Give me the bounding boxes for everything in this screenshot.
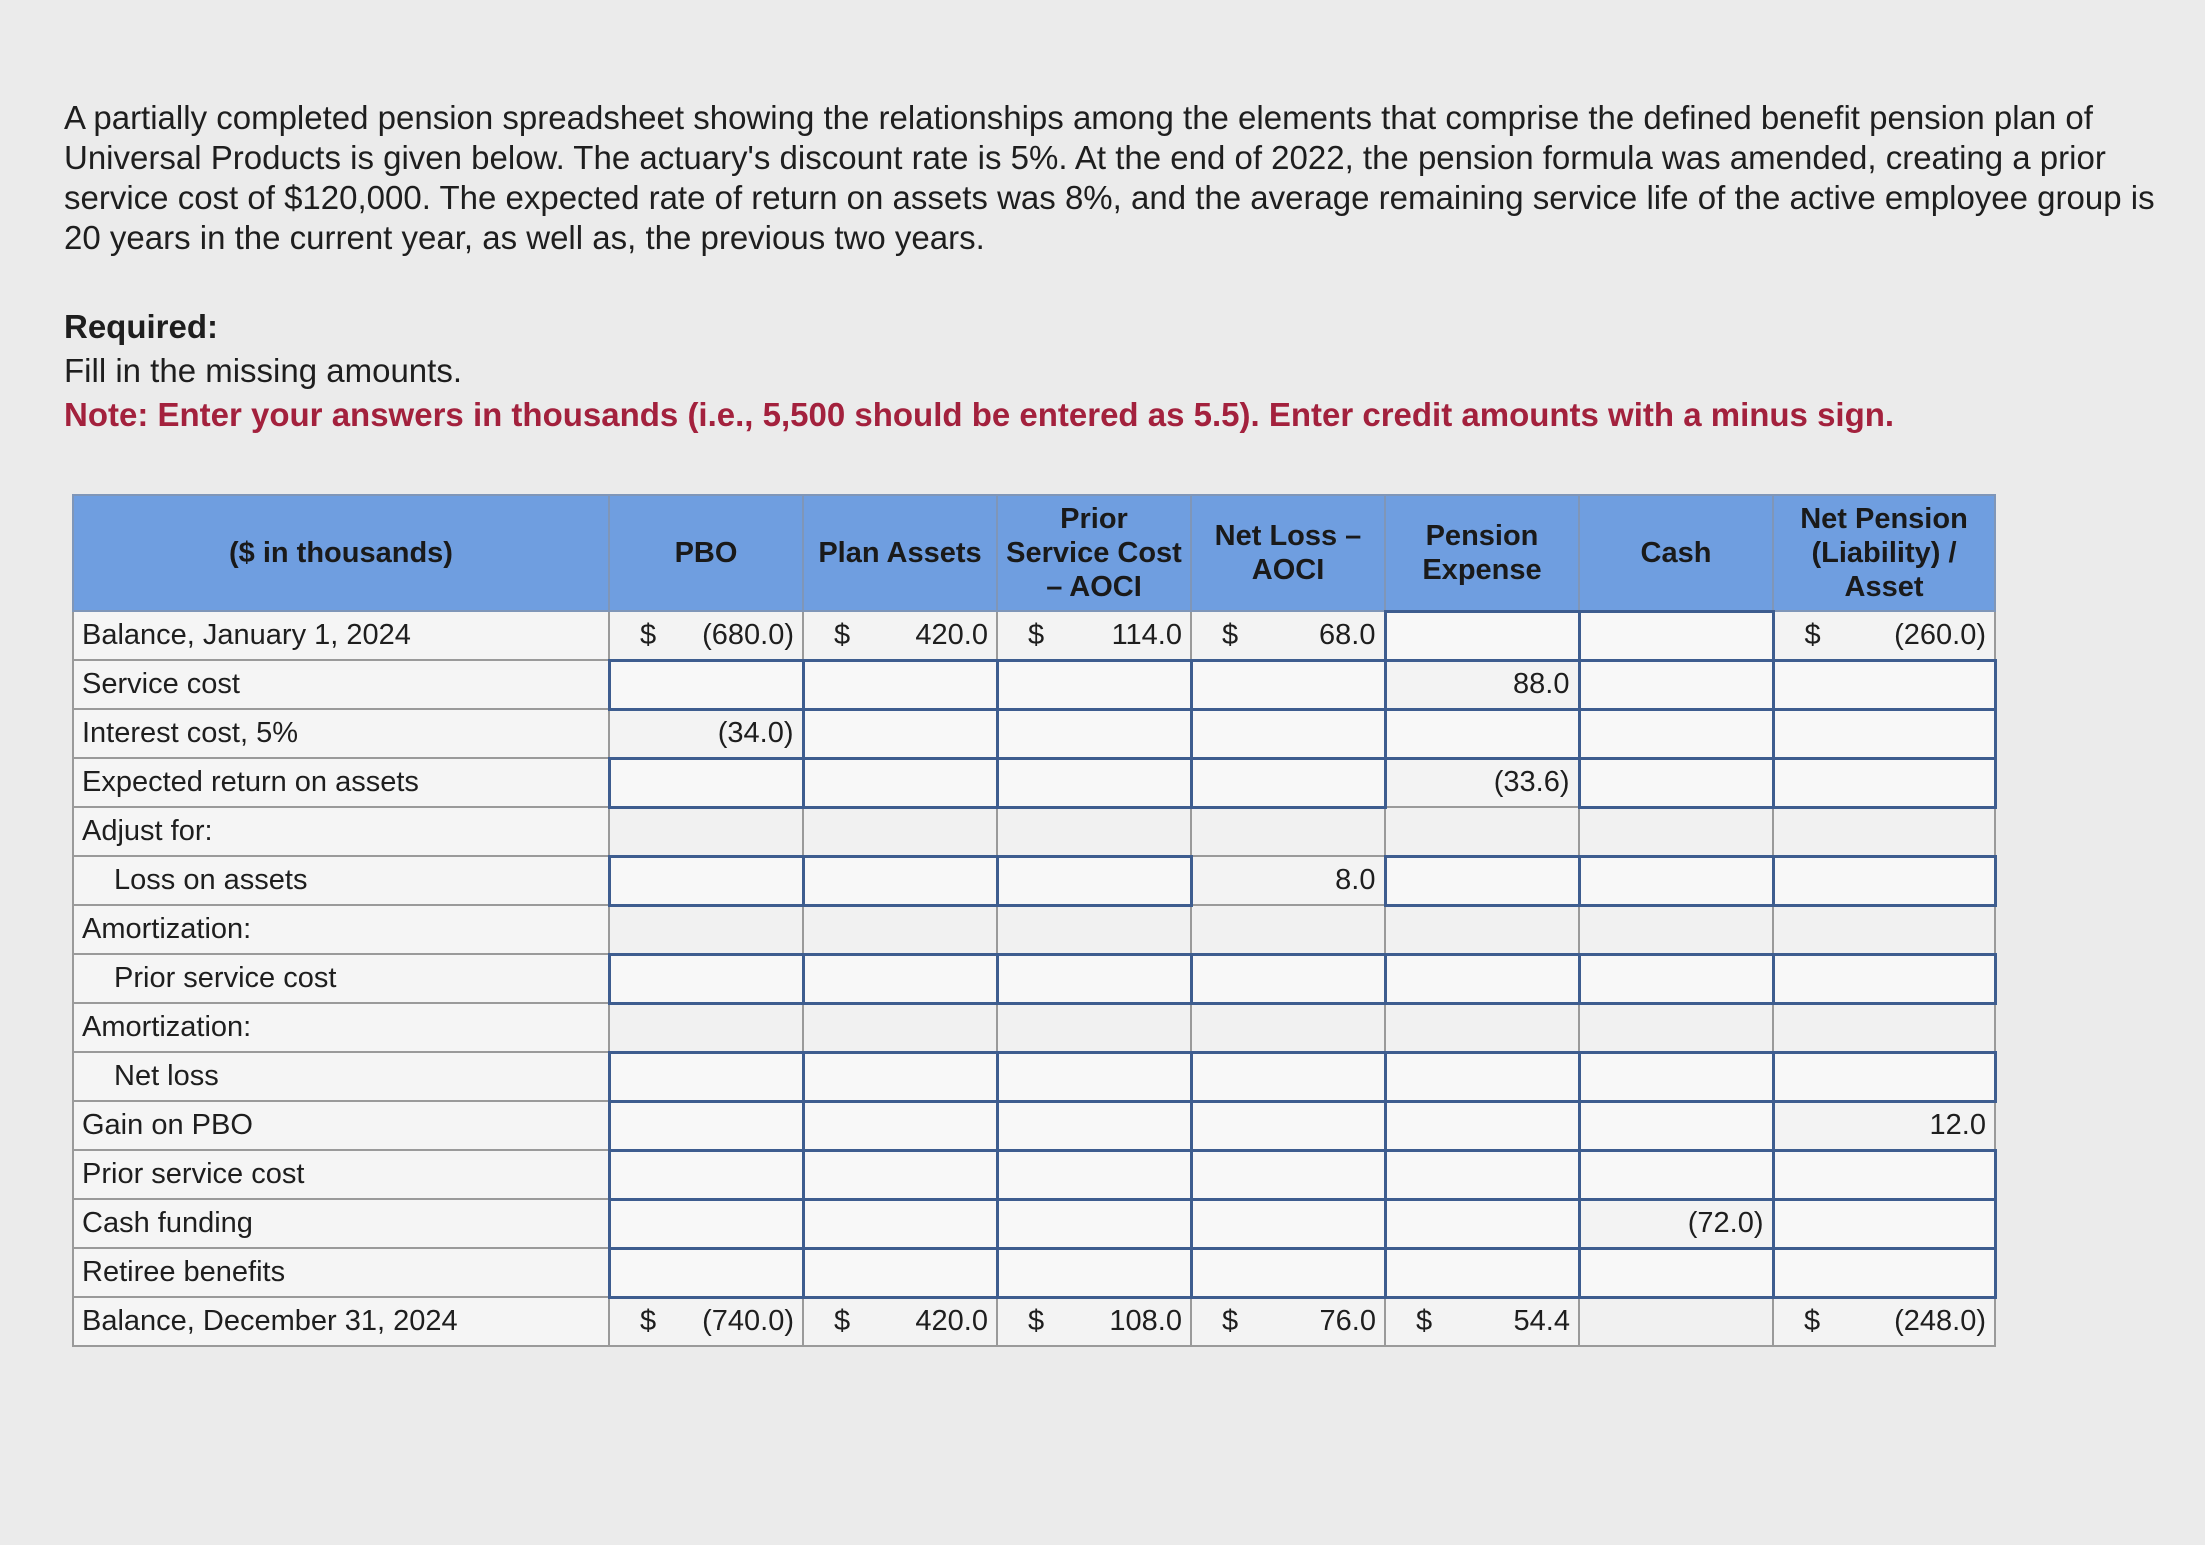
plan-assets-value-cell [803,611,997,660]
plan-assets-value-cell [803,1297,997,1346]
problem-intro: A partially completed pension spreadsheet showing the relationships among the elements that comprise the defined benefit pension plan of Universal Products is given below. The actuary's discount rate is 5%. At the end of 2022, the pension formula was amended, creating a prior service cost of $120,000. The expected rate of return on assets was 8%, and the average remaining service life of the active employee group is 20 years in the current year, as well as, the previous two years. [64,99,2155,256]
currency-symbol: $ [1416,1305,1433,1338]
cell-content [1783,619,1987,652]
net-pension-value-cell [1773,1297,1995,1346]
prior-service-cost-input-cell[interactable] [997,954,1191,1003]
net-loss-input-cell[interactable] [1191,1101,1385,1150]
currency-symbol: $ [1804,1305,1821,1338]
cell-content [1783,1109,1987,1142]
pbo-input-cell[interactable] [609,660,803,709]
plan-assets-input-cell[interactable] [803,1101,997,1150]
pbo-input-cell[interactable] [609,1052,803,1101]
entry-note: Note: Enter your answers in thousands (i.e., 5,500 should be entered as 5.5). Enter credit amounts with a minus sign. [64,396,1895,433]
pbo-empty-cell [609,905,803,954]
pbo-input-cell[interactable] [609,1248,803,1297]
net-pension-input-cell[interactable] [1773,660,1995,709]
table-row [73,1248,1995,1297]
cell-value: 114.0 [1111,618,1182,651]
table-row [73,1199,1995,1248]
plan-assets-input-cell[interactable] [803,954,997,1003]
prior-service-cost-input-cell[interactable] [997,758,1191,807]
net-pension-input-cell[interactable] [1773,954,1995,1003]
net-pension-empty-cell [1773,807,1995,856]
pension-expense-input-cell[interactable] [1385,1150,1579,1199]
cell-content [618,717,794,750]
table-row [73,954,1995,1003]
net-pension-input-cell[interactable] [1773,856,1995,905]
cell-value: (33.6) [1493,766,1570,799]
pension-expense-input-cell[interactable] [1385,611,1579,660]
net-pension-input-cell[interactable] [1773,1052,1995,1101]
header-plan-assets: Plan Assets [803,495,997,611]
header-cash: Cash [1579,495,1773,611]
cell-value: (72.0) [1687,1207,1764,1239]
pbo-input-cell[interactable] [609,1150,803,1199]
pbo-input-cell[interactable] [609,954,803,1003]
prior-service-cost-input-cell[interactable] [997,1248,1191,1297]
cash-input-cell[interactable] [1579,1052,1773,1101]
net-loss-input-cell[interactable] [1191,1248,1385,1297]
cell-content [812,619,988,652]
cell-content [1006,619,1182,652]
prior-service-cost-input-cell[interactable] [997,1150,1191,1199]
cell-content [1201,864,1376,897]
currency-symbol: $ [834,1305,851,1338]
net-pension-input-cell[interactable] [1773,709,1995,758]
net-loss-value-cell [1191,1297,1385,1346]
pension-expense-value-cell [1385,758,1579,807]
cash-empty-cell [1579,807,1773,856]
table-row [73,856,1995,905]
currency-symbol: $ [834,618,851,651]
net-loss-input-cell[interactable] [1191,1150,1385,1199]
currency-symbol: $ [1804,618,1821,651]
cell-value: (260.0) [1894,618,1986,651]
cell-content [618,1305,794,1338]
header-row [73,495,1995,611]
cash-empty-cell [1579,1297,1773,1346]
pension-expense-value-cell [1385,660,1579,709]
cell-value: (680.0) [702,618,794,651]
net-loss-empty-cell [1191,905,1385,954]
cell-content [1395,766,1570,799]
net-pension-input-cell[interactable] [1773,1248,1995,1297]
header-pbo: PBO [609,495,803,611]
prior-service-cost-input-cell[interactable] [997,709,1191,758]
cash-input-cell[interactable] [1579,856,1773,905]
cash-input-cell[interactable] [1579,611,1773,660]
cash-input-cell[interactable] [1579,1248,1773,1297]
pension-expense-value-cell [1385,1297,1579,1346]
header-prior-service-cost: Prior Service Cost – AOCI [997,495,1191,611]
prior-service-cost-input-cell[interactable] [997,1199,1191,1248]
table-row [73,758,1995,807]
table-row [73,807,1995,856]
cell-value: (34.0) [717,717,794,749]
row-label: Amortization: [73,905,609,954]
cell-content [1006,1305,1182,1338]
net-pension-empty-cell [1773,1003,1995,1052]
pension-spreadsheet [72,494,1997,1347]
net-pension-input-cell[interactable] [1773,1199,1995,1248]
cell-value: 12.0 [1929,1109,1986,1141]
row-label: Adjust for: [73,807,609,856]
plan-assets-input-cell[interactable] [803,1199,997,1248]
table-row [73,1150,1995,1199]
net-pension-input-cell[interactable] [1773,758,1995,807]
pension-expense-input-cell[interactable] [1385,1199,1579,1248]
net-pension-empty-cell [1773,905,1995,954]
net-pension-value-cell [1773,611,1995,660]
cell-content [812,1305,988,1338]
row-label: Balance, December 31, 2024 [73,1297,609,1346]
row-label: Expected return on assets [73,758,609,807]
net-loss-input-cell[interactable] [1191,660,1385,709]
cell-content [1200,1305,1376,1338]
table-row [73,1003,1995,1052]
pbo-value-cell [609,709,803,758]
plan-assets-input-cell[interactable] [803,1248,997,1297]
net-loss-input-cell[interactable] [1191,709,1385,758]
row-label: Interest cost, 5% [73,709,609,758]
table-row [73,905,1995,954]
plan-assets-empty-cell [803,905,997,954]
pension-expense-empty-cell [1385,807,1579,856]
row-label: Service cost [73,660,609,709]
currency-symbol: $ [1222,618,1239,651]
prior-service-cost-value-cell [997,611,1191,660]
plan-assets-empty-cell [803,1003,997,1052]
pbo-value-cell [609,611,803,660]
cell-value: 8.0 [1335,864,1376,896]
cell-value: 76.0 [1319,1305,1376,1338]
net-loss-value-cell [1191,611,1385,660]
cash-empty-cell [1579,1003,1773,1052]
cash-input-cell[interactable] [1579,1150,1773,1199]
cash-input-cell[interactable] [1579,709,1773,758]
row-label: Loss on assets [73,856,609,905]
cell-value: 108.0 [1109,1305,1182,1338]
pbo-input-cell[interactable] [609,1101,803,1150]
plan-assets-input-cell[interactable] [803,758,997,807]
row-label: Gain on PBO [73,1101,609,1150]
currency-symbol: $ [640,618,657,651]
currency-symbol: $ [1028,618,1045,651]
plan-assets-input-cell[interactable] [803,709,997,758]
cell-value: 68.0 [1319,618,1376,651]
header-pension-expense: Pension Expense [1385,495,1579,611]
table-row [73,1052,1995,1101]
prior-service-cost-input-cell[interactable] [997,1052,1191,1101]
cell-value: 420.0 [915,618,988,651]
net-pension-value-cell [1773,1101,1995,1150]
cash-input-cell[interactable] [1579,660,1773,709]
cell-content [1589,1207,1764,1240]
header-label: ($ in thousands) [73,495,609,611]
header-net-pension: Net Pension (Liability) / Asset [1773,495,1995,611]
cell-value: (740.0) [702,1305,794,1338]
net-loss-input-cell[interactable] [1191,1199,1385,1248]
table-row [73,1297,1995,1346]
plan-assets-empty-cell [803,807,997,856]
cash-empty-cell [1579,905,1773,954]
cell-content [1200,619,1376,652]
net-loss-value-cell [1191,856,1385,905]
currency-symbol: $ [1028,1305,1045,1338]
cash-value-cell [1579,1199,1773,1248]
prior-service-cost-empty-cell [997,807,1191,856]
pension-expense-input-cell[interactable] [1385,856,1579,905]
table-row [73,1101,1995,1150]
row-label: Retiree benefits [73,1248,609,1297]
pension-expense-input-cell[interactable] [1385,709,1579,758]
spreadsheet-body [73,611,1995,1346]
pbo-empty-cell [609,807,803,856]
plan-assets-input-cell[interactable] [803,660,997,709]
prior-service-cost-value-cell [997,1297,1191,1346]
pension-expense-input-cell[interactable] [1385,1052,1579,1101]
row-label: Net loss [73,1052,609,1101]
net-loss-input-cell[interactable] [1191,758,1385,807]
cell-content [1394,1305,1570,1338]
required-instruction: Fill in the missing amounts. [64,352,462,389]
net-loss-input-cell[interactable] [1191,1052,1385,1101]
prior-service-cost-empty-cell [997,905,1191,954]
pension-expense-empty-cell [1385,1003,1579,1052]
cell-value: 88.0 [1513,668,1570,700]
pension-expense-empty-cell [1385,905,1579,954]
plan-assets-input-cell[interactable] [803,1052,997,1101]
pbo-input-cell[interactable] [609,856,803,905]
row-label: Prior service cost [73,1150,609,1199]
cash-input-cell[interactable] [1579,954,1773,1003]
cell-value: 420.0 [915,1305,988,1338]
cell-content [1782,1305,1986,1338]
cash-input-cell[interactable] [1579,758,1773,807]
cell-value: (248.0) [1894,1305,1986,1338]
pension-expense-input-cell[interactable] [1385,1101,1579,1150]
prior-service-cost-input-cell[interactable] [997,660,1191,709]
prior-service-cost-input-cell[interactable] [997,1101,1191,1150]
row-label: Balance, January 1, 2024 [73,611,609,660]
prior-service-cost-input-cell[interactable] [997,856,1191,905]
cash-input-cell[interactable] [1579,1101,1773,1150]
header-net-loss: Net Loss – AOCI [1191,495,1385,611]
row-label: Prior service cost [73,954,609,1003]
prior-service-cost-empty-cell [997,1003,1191,1052]
currency-symbol: $ [640,1305,657,1338]
row-label: Amortization: [73,1003,609,1052]
table-row [73,660,1995,709]
table-row [73,709,1995,758]
plan-assets-input-cell[interactable] [803,856,997,905]
cell-value: 54.4 [1513,1305,1570,1338]
pbo-input-cell[interactable] [609,1199,803,1248]
net-loss-empty-cell [1191,1003,1385,1052]
net-loss-empty-cell [1191,807,1385,856]
pension-expense-input-cell[interactable] [1385,954,1579,1003]
plan-assets-input-cell[interactable] [803,1150,997,1199]
pbo-empty-cell [609,1003,803,1052]
currency-symbol: $ [1222,1305,1239,1338]
row-label: Cash funding [73,1199,609,1248]
pbo-value-cell [609,1297,803,1346]
net-pension-input-cell[interactable] [1773,1150,1995,1199]
pbo-input-cell[interactable] [609,758,803,807]
cell-content [618,619,794,652]
required-heading: Required: [64,308,219,345]
pension-expense-input-cell[interactable] [1385,1248,1579,1297]
table-row [73,611,1995,660]
net-loss-input-cell[interactable] [1191,954,1385,1003]
cell-content [1395,668,1570,701]
